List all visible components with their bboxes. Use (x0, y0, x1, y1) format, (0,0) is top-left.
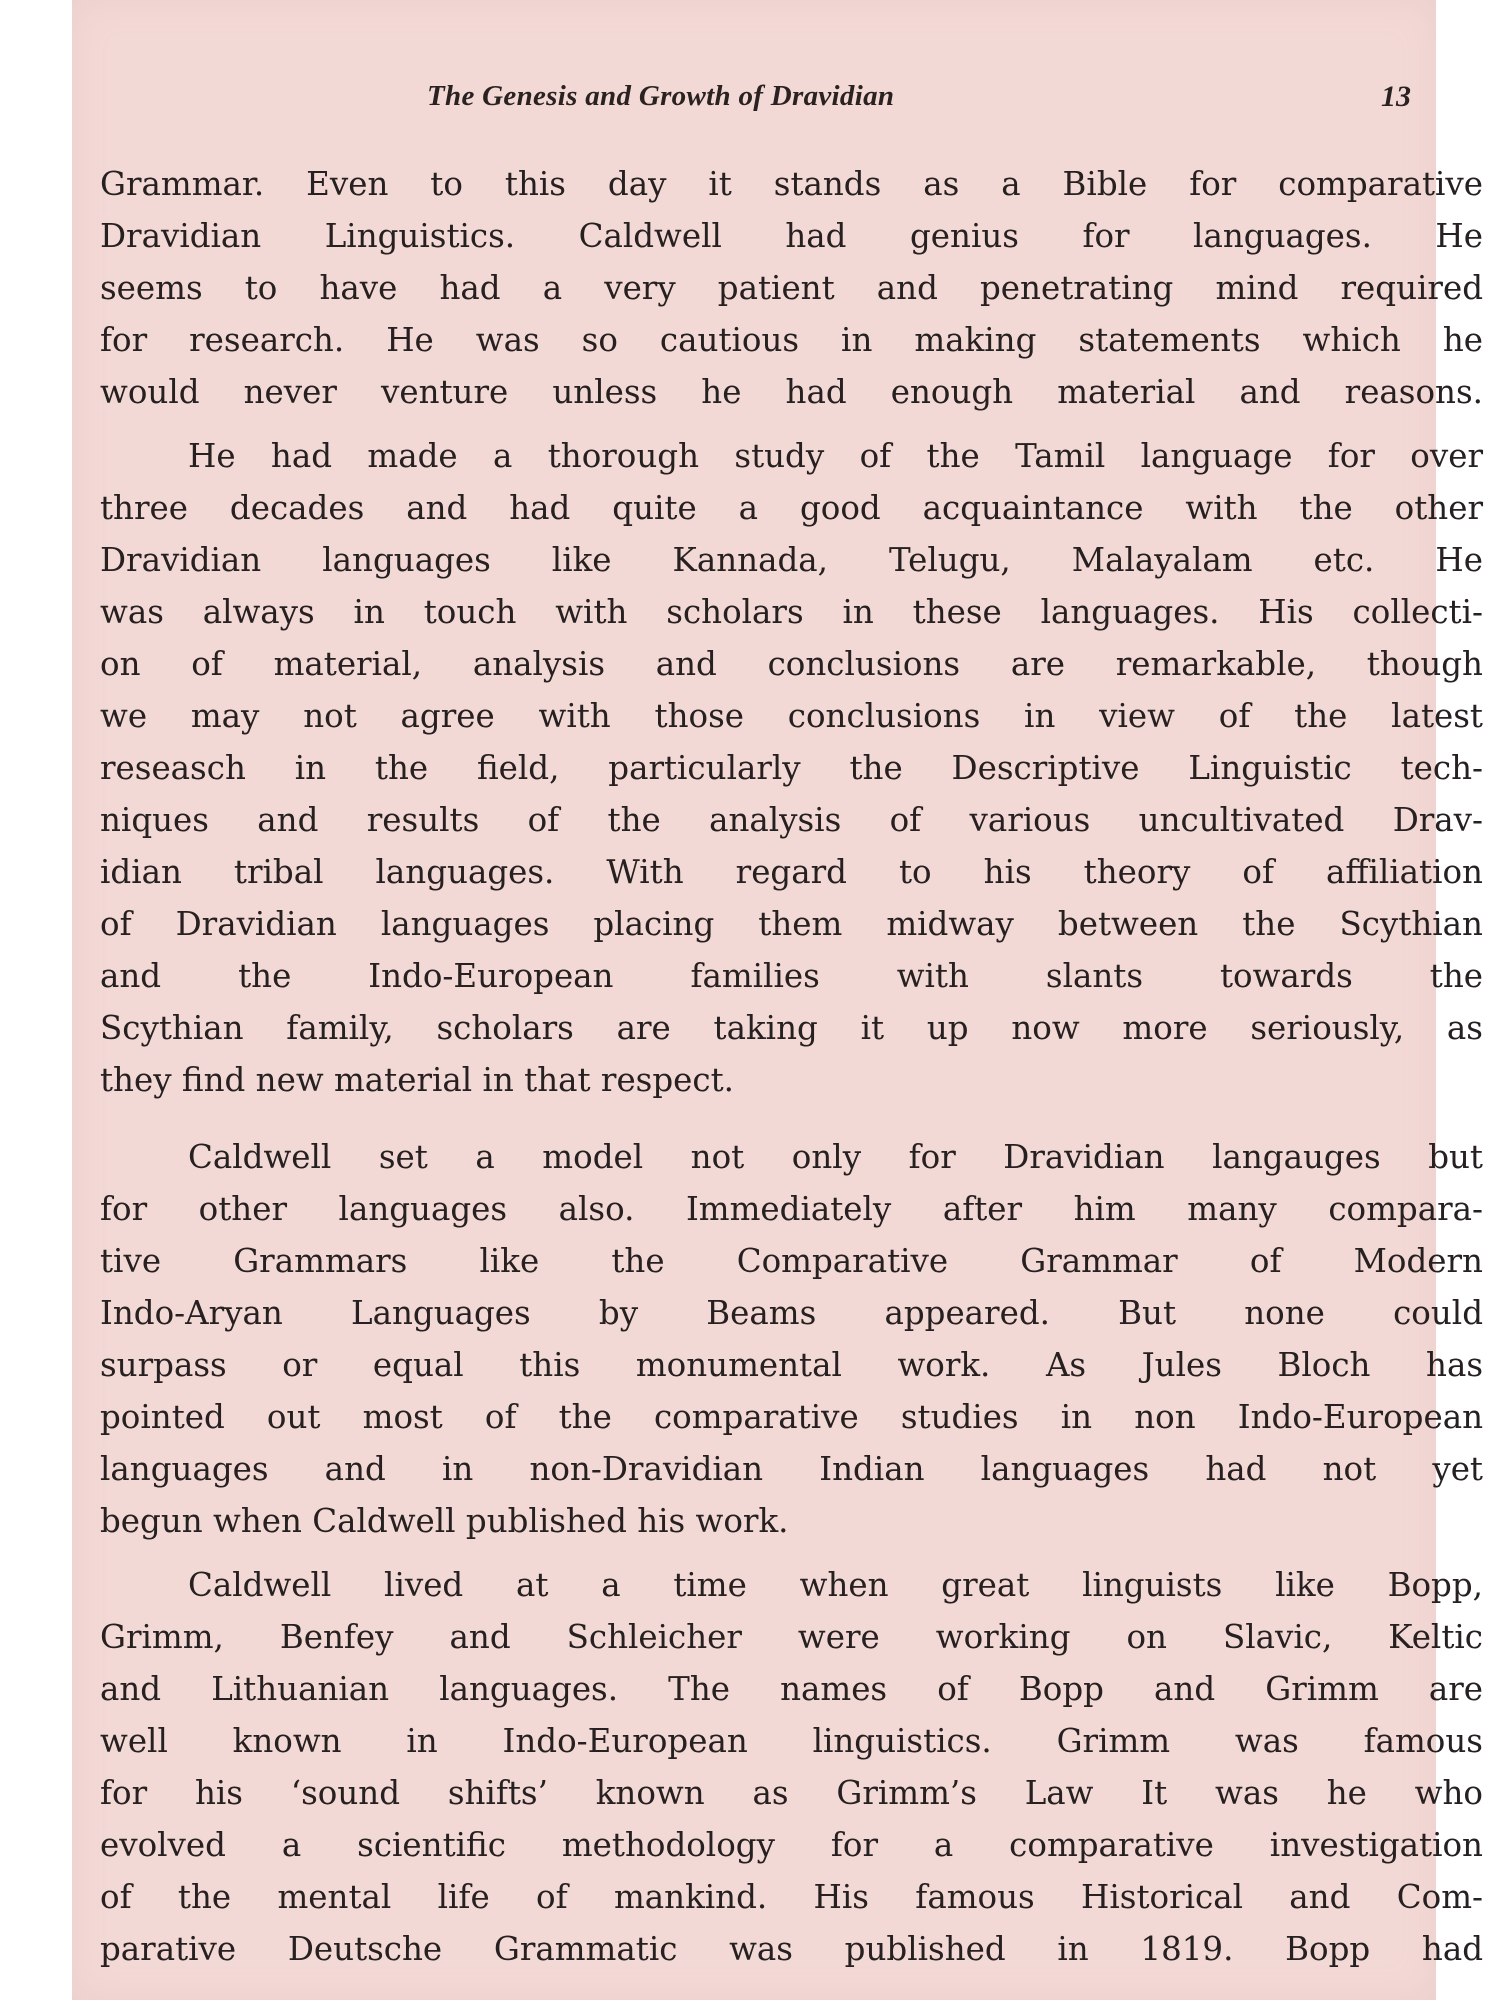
text-line: on of material, analysis and conclusions are remarkable, though (100, 645, 1483, 683)
paragraph-2 (100, 430, 1483, 1106)
text-line: of Dravidian languages placing them midway between the Scythian (100, 905, 1483, 943)
text-line: and Lithuanian languages. The names of Bopp and Grimm are (100, 1670, 1483, 1708)
text-line: tive Grammars like the Comparative Grammar of Modern (100, 1242, 1483, 1280)
text-line: Caldwell lived at a time when great linguists like Bopp, (188, 1566, 1483, 1604)
text-line: they find new material in that respect. (100, 1061, 734, 1099)
text-line: seems to have had a very patient and penetrating mind required (100, 269, 1483, 307)
text-line: for his ‘sound shifts’ known as Grimm’s Law It was he who (100, 1774, 1483, 1812)
paragraph-3 (100, 1131, 1483, 1547)
paragraph-4 (100, 1559, 1483, 1975)
text-line: Indo-Aryan Languages by Beams appeared. But none could (100, 1294, 1483, 1332)
text-line: and the Indo-European families with slants towards the (100, 957, 1483, 995)
paragraph-1 (100, 158, 1483, 418)
text-line: we may not agree with those conclusions in view of the latest (100, 697, 1483, 735)
text-line: Grammar. Even to this day it stands as a Bible for comparative (100, 165, 1483, 203)
text-line: for research. He was so cautious in making statements which he (100, 321, 1483, 359)
text-line: surpass or equal this monumental work. As Jules Bloch has (100, 1346, 1483, 1384)
text-line: Caldwell set a model not only for Dravidian langauges but (188, 1138, 1483, 1176)
book-page (72, 0, 1483, 2000)
text-line: was always in touch with scholars in these languages. His collecti- (100, 593, 1483, 631)
text-line: Scythian family, scholars are taking it up now more seriously, as (100, 1009, 1483, 1047)
text-line: idian tribal languages. With regard to his theory of affiliation (100, 853, 1483, 891)
text-line: well known in Indo-European linguistics. Grimm was famous (100, 1722, 1483, 1760)
page-number: 13 (1381, 80, 1411, 113)
text-line: He had made a thorough study of the Tamil language for over (188, 437, 1483, 475)
text-line: languages and in non-Dravidian Indian languages had not yet (100, 1450, 1483, 1488)
text-line: three decades and had quite a good acquaintance with the other (100, 489, 1483, 527)
text-line: of the mental life of mankind. His famous Historical and Com- (100, 1878, 1483, 1916)
text-line: pointed out most of the comparative studies in non Indo-European (100, 1398, 1483, 1436)
text-line: niques and results of the analysis of various uncultivated Drav- (100, 801, 1483, 839)
text-line: Dravidian Linguistics. Caldwell had genius for languages. He (100, 217, 1483, 255)
text-line: evolved a scientific methodology for a comparative investigation (100, 1826, 1483, 1864)
running-header (72, 80, 1436, 120)
text-line: Grimm, Benfey and Schleicher were working on Slavic, Keltic (100, 1618, 1483, 1656)
text-line: for other languages also. Immediately after him many compara- (100, 1190, 1483, 1228)
running-title: The Genesis and Growth of Dravidian (427, 80, 895, 112)
text-line: begun when Caldwell published his work. (100, 1502, 789, 1540)
text-line: Dravidian languages like Kannada, Telugu, Malayalam etc. He (100, 541, 1483, 579)
text-line: would never venture unless he had enough material and reasons. (100, 373, 1483, 411)
text-line: reseasch in the field, particularly the Descriptive Linguistic tech- (100, 749, 1483, 787)
body-text (100, 158, 1483, 1975)
text-line: parative Deutsche Grammatic was published in 1819. Bopp had (100, 1930, 1483, 1968)
